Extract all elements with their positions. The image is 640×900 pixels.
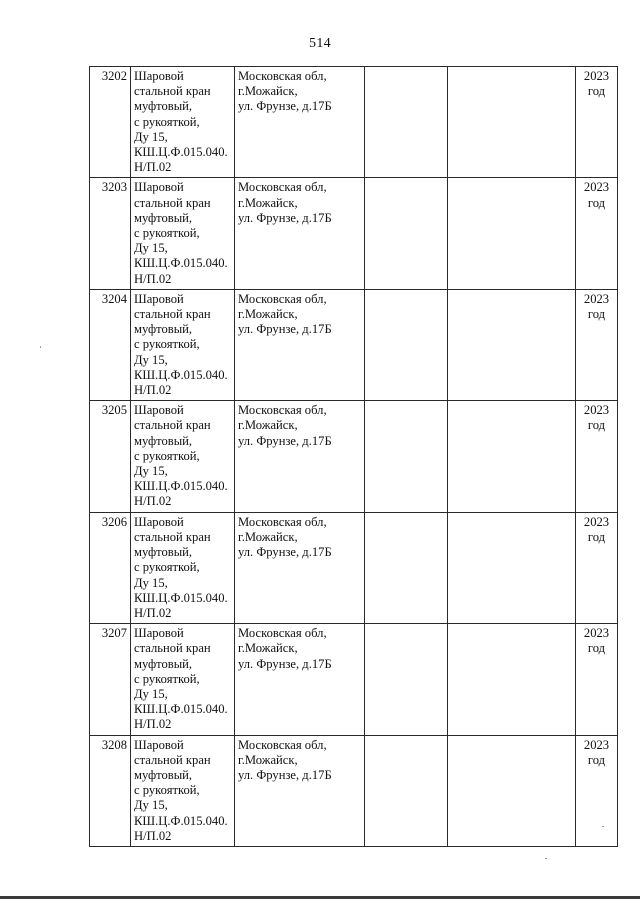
address-line: Московская обл, <box>238 514 327 529</box>
item-name-line: Н/П.02 <box>134 828 172 843</box>
address-line: Московская обл, <box>238 69 327 83</box>
table-row <box>90 512 618 623</box>
year-line: год <box>587 84 606 99</box>
year-line: год <box>587 641 606 656</box>
year-cell <box>576 401 618 512</box>
item-name-line: Ду 15, <box>134 686 168 701</box>
address-line: г.Можайск, <box>238 307 298 322</box>
year-cell <box>576 289 618 400</box>
item-name-line: КШ.Ц.Ф.015.040. <box>134 590 228 605</box>
year-cell <box>576 624 618 735</box>
item-name-line: стальной кран <box>134 529 211 544</box>
registry-table <box>89 66 618 847</box>
year-line: год <box>587 418 606 433</box>
item-name-cell <box>131 735 235 846</box>
year-cell <box>576 67 618 178</box>
row-number: 3203 <box>101 180 127 195</box>
year-line: год <box>587 195 606 210</box>
item-name-cell <box>131 401 235 512</box>
item-name-line: с рукояткой, <box>134 114 200 129</box>
address-cell <box>235 624 365 735</box>
scan-speck <box>602 826 604 827</box>
item-name-line: с рукояткой, <box>134 560 200 575</box>
table-row <box>90 735 618 846</box>
item-name-line: Н/П.02 <box>134 717 172 732</box>
item-name-cell <box>131 512 235 623</box>
scan-speck <box>545 858 547 859</box>
empty-cell <box>448 735 576 846</box>
empty-cell <box>365 624 448 735</box>
item-name-line: Н/П.02 <box>134 383 172 398</box>
scan-bottom-edge <box>0 896 640 899</box>
row-number: 3206 <box>101 514 127 529</box>
item-name-line: с рукояткой, <box>134 226 200 241</box>
empty-cell <box>365 67 448 178</box>
address-cell <box>235 512 365 623</box>
item-name-line: с рукояткой, <box>134 783 200 798</box>
item-name-line: КШ.Ц.Ф.015.040. <box>134 145 228 160</box>
year-line: 2023 <box>583 514 610 529</box>
item-name-line: КШ.Ц.Ф.015.040. <box>134 479 228 494</box>
item-name-line: муфтовый, <box>134 767 193 782</box>
row-number-cell <box>90 735 131 846</box>
year-line: 2023 <box>583 291 610 306</box>
row-number-cell <box>90 401 131 512</box>
address-line: ул. Фрунзе, д.17Б <box>238 99 332 114</box>
item-name-line: стальной кран <box>134 195 211 210</box>
item-name-line: Шаровой <box>134 403 184 418</box>
item-name-line: Шаровой <box>134 514 184 529</box>
item-name-line: Н/П.02 <box>134 160 172 175</box>
row-number: 3208 <box>101 737 127 752</box>
address-line: г.Можайск, <box>238 529 298 544</box>
address-line: Московская обл, <box>238 180 327 195</box>
item-name-line: с рукояткой, <box>134 671 200 686</box>
item-name-line: Ду 15, <box>134 352 168 367</box>
empty-cell <box>448 624 576 735</box>
item-name-line: Шаровой <box>134 291 184 306</box>
item-name-line: Н/П.02 <box>134 605 172 620</box>
row-number-cell <box>90 178 131 289</box>
year-cell <box>576 735 618 846</box>
empty-cell <box>448 289 576 400</box>
item-name-line: муфтовый, <box>134 210 193 225</box>
year-cell <box>576 512 618 623</box>
year-line: год <box>587 752 606 767</box>
item-name-cell <box>131 624 235 735</box>
address-line: ул. Фрунзе, д.17Б <box>238 767 332 782</box>
row-number: 3204 <box>101 291 127 306</box>
item-name-line: КШ.Ц.Ф.015.040. <box>134 367 228 382</box>
address-cell <box>235 67 365 178</box>
item-name-line: Шаровой <box>134 69 184 83</box>
item-name-line: Ду 15, <box>134 241 168 256</box>
page-number: 514 <box>309 36 331 51</box>
item-name-line: с рукояткой, <box>134 448 200 463</box>
year-line: 2023 <box>583 69 610 83</box>
address-line: ул. Фрунзе, д.17Б <box>238 322 332 337</box>
item-name-cell <box>131 67 235 178</box>
address-line: г.Можайск, <box>238 84 298 99</box>
row-number: 3205 <box>101 403 127 418</box>
item-name-line: муфтовый, <box>134 99 193 114</box>
table-row <box>90 67 618 178</box>
empty-cell <box>448 178 576 289</box>
address-cell <box>235 735 365 846</box>
address-line: ул. Фрунзе, д.17Б <box>238 545 332 560</box>
row-number: 3202 <box>101 69 127 83</box>
row-number-cell <box>90 67 131 178</box>
empty-cell <box>448 512 576 623</box>
item-name-line: КШ.Ц.Ф.015.040. <box>134 256 228 271</box>
empty-cell <box>448 67 576 178</box>
item-name-line: муфтовый, <box>134 433 193 448</box>
year-line: 2023 <box>583 737 610 752</box>
address-cell <box>235 401 365 512</box>
empty-cell <box>365 735 448 846</box>
year-line: 2023 <box>583 626 610 641</box>
address-line: Московская обл, <box>238 291 327 306</box>
address-line: Московская обл, <box>238 626 327 641</box>
item-name-line: муфтовый, <box>134 545 193 560</box>
item-name-line: стальной кран <box>134 418 211 433</box>
empty-cell <box>365 289 448 400</box>
item-name-line: Н/П.02 <box>134 494 172 509</box>
year-line: год <box>587 529 606 544</box>
item-name-line: КШ.Ц.Ф.015.040. <box>134 813 228 828</box>
year-line: 2023 <box>583 180 610 195</box>
item-name-cell <box>131 178 235 289</box>
address-line: Московская обл, <box>238 403 327 418</box>
item-name-line: КШ.Ц.Ф.015.040. <box>134 702 228 717</box>
item-name-line: Н/П.02 <box>134 271 172 286</box>
item-name-line: Ду 15, <box>134 129 168 144</box>
table-row <box>90 624 618 735</box>
table-row <box>90 289 618 400</box>
year-line: 2023 <box>583 403 610 418</box>
item-name-line: Ду 15, <box>134 464 168 479</box>
item-name-line: Ду 15, <box>134 575 168 590</box>
address-line: г.Можайск, <box>238 752 298 767</box>
item-name-cell <box>131 289 235 400</box>
empty-cell <box>365 178 448 289</box>
address-line: г.Можайск, <box>238 641 298 656</box>
empty-cell <box>365 401 448 512</box>
address-line: ул. Фрунзе, д.17Б <box>238 210 332 225</box>
scan-speck <box>40 346 41 348</box>
row-number-cell <box>90 624 131 735</box>
table-row <box>90 178 618 289</box>
empty-cell <box>365 512 448 623</box>
table-row <box>90 401 618 512</box>
year-cell <box>576 178 618 289</box>
address-cell <box>235 289 365 400</box>
address-line: г.Можайск, <box>238 195 298 210</box>
item-name-line: с рукояткой, <box>134 337 200 352</box>
item-name-line: Ду 15, <box>134 798 168 813</box>
item-name-line: Шаровой <box>134 180 184 195</box>
address-line: г.Можайск, <box>238 418 298 433</box>
item-name-line: Шаровой <box>134 737 184 752</box>
empty-cell <box>448 401 576 512</box>
address-line: Московская обл, <box>238 737 327 752</box>
item-name-line: Шаровой <box>134 626 184 641</box>
year-line: год <box>587 307 606 322</box>
row-number-cell <box>90 512 131 623</box>
item-name-line: муфтовый, <box>134 656 193 671</box>
item-name-line: муфтовый, <box>134 322 193 337</box>
row-number-cell <box>90 289 131 400</box>
item-name-line: стальной кран <box>134 84 211 99</box>
item-name-line: стальной кран <box>134 641 211 656</box>
row-number: 3207 <box>101 626 127 641</box>
item-name-line: стальной кран <box>134 752 211 767</box>
address-cell <box>235 178 365 289</box>
address-line: ул. Фрунзе, д.17Б <box>238 656 332 671</box>
item-name-line: стальной кран <box>134 307 211 322</box>
registry-table-body <box>90 67 618 847</box>
address-line: ул. Фрунзе, д.17Б <box>238 433 332 448</box>
